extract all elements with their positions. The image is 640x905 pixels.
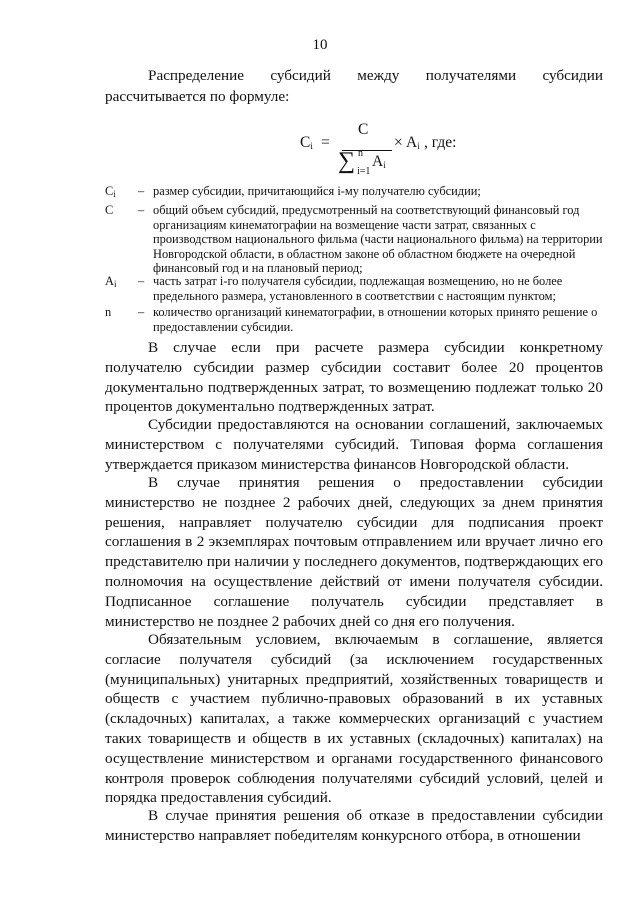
formula-numerator: C — [358, 121, 369, 138]
page-number: 10 — [312, 37, 328, 53]
sum-upper-limit: n — [358, 148, 363, 159]
definition-item — [105, 203, 610, 276]
definition-item — [105, 184, 610, 199]
paragraph: В случае принятия решения об отказе в предоставлении субсидии министерство направляет победителям конкурсного отбора, в отношении — [105, 807, 603, 844]
definition-text: размер субсидии, причитающийся i-му получателю субсидии; — [153, 184, 481, 198]
sum-term: $A_i$ — [372, 153, 386, 170]
definition-symbol: $C_i$ — [105, 184, 116, 199]
paragraph: В случае если при расчете размера субсидии конкретному получателю субсидии размер субсидии составит более 20 процентов документально подтвержденных затрат, то возмещению подлежат только 20 процентов документально подтвержденных затрат. — [105, 339, 603, 416]
formula-equals: = — [321, 134, 330, 151]
paragraph: Субсидии предоставляются на основании соглашений, заключаемых министерством с получателями субсидий. Типовая форма соглашения утверждается приказом министерства финансов Новгородской области. — [105, 416, 603, 473]
times-sign: × — [394, 134, 403, 151]
definition-text: количество организаций кинематографии, в отношении которых принято решение о предоставлении субсидии. — [153, 305, 598, 334]
sum-lower-limit: i=1 — [357, 166, 371, 177]
definition-item — [105, 274, 610, 303]
definition-dash: – — [138, 305, 145, 319]
formula-lhs: $C_i$ — [300, 134, 313, 151]
intro-line-2: рассчитывается по формуле: — [105, 88, 290, 105]
paragraph: Обязательным условием, включаемым в соглашение, является согласие получателя субсидий (за исключением государственных (муниципальных) унитарных предприятий, хозяйственных товариществ и обществ с участием публично-правовых образований в их уставных (складочных) капиталах, а также коммерческих организаций с участием таких товариществ и обществ в их уставных (складочных) капиталах) на осуществление министерством и органами государственного финансового контроля проверок соблюдения получателями субсидий условий, целей и порядка предоставления субсидий. — [105, 631, 603, 807]
definition-item — [105, 305, 610, 334]
definition-dash: – — [138, 184, 145, 198]
formula-rhs: $A_i$ — [406, 134, 420, 151]
definition-dash: – — [138, 274, 145, 288]
definition-symbol: $A_i$ — [105, 274, 117, 289]
intro-line-1: Распределение субсидий между получателями субсидии — [148, 67, 603, 84]
definition-symbol: n — [105, 305, 112, 319]
definition-dash: – — [138, 203, 145, 217]
definition-text: общий объем субсидий, предусмотренный на соответствующий финансовый год организациям кинематографии на возмещение части затрат, связанных с производством национального фильма (части национального фильма) на территории Новгородской области, в областном законе об областном бюджете на очередной финансовый год и на плановый период; — [153, 203, 603, 276]
paragraph: В случае принятия решения о предоставлении субсидии министерство не позднее 2 рабочих дней, следующих за днем принятия решения, направляет получателю субсидии для подписания проект соглашения в 2 экземплярах почтовым отправлением или вручает лично его представителю при наличии у последнего документов, подтверждающих его полномочия на осуществление действий от имени получателя субсидии. Подписанное соглашение получатель субсидии представляет в министерство не позднее 2 рабочих дней со дня его получения. — [105, 474, 603, 630]
formula — [300, 121, 520, 177]
sum-sign: ∑ — [338, 148, 356, 174]
formula-tail: , где: — [424, 134, 457, 151]
definition-text: часть затрат i-го получателя субсидии, подлежащая возмещению, но не более предельного размера, установленного в соответствии с настоящим пунктом; — [153, 274, 563, 303]
definition-symbol: C — [105, 203, 114, 217]
